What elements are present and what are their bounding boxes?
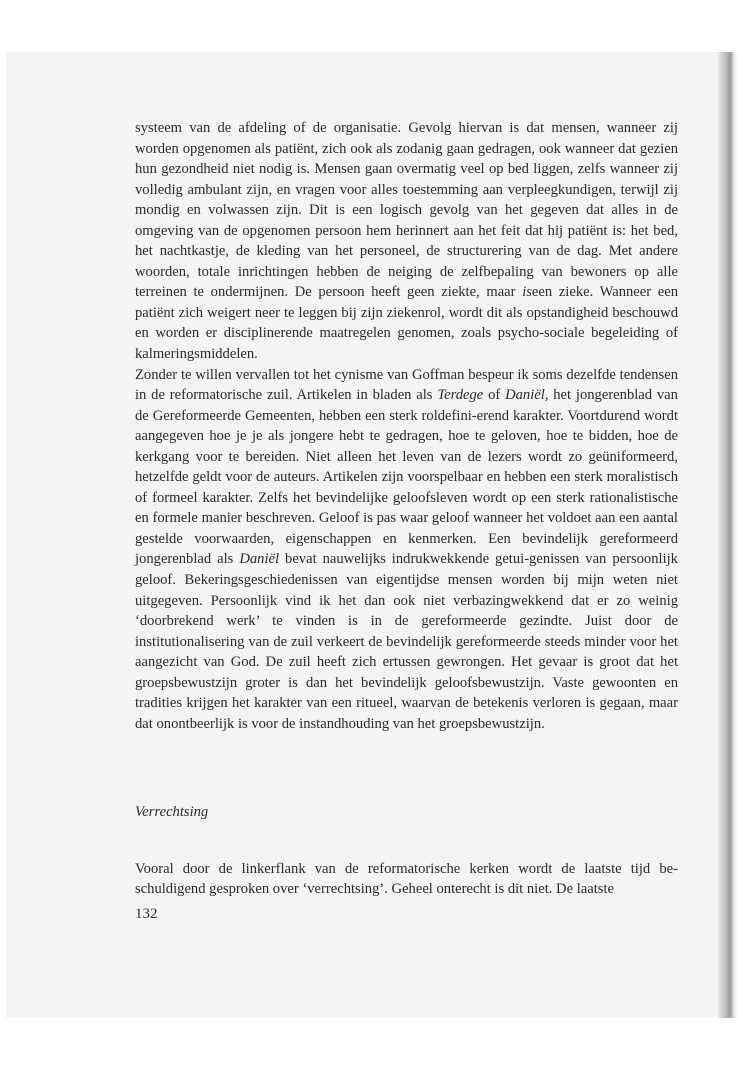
emphasis-is: is [522, 284, 532, 301]
section-heading: Verrechtsing [135, 804, 209, 820]
title-terdege: Terdege [437, 387, 484, 404]
paragraph-1: systeem van de afdeling of de organisatie. Gevolg hiervan is dat mensen, wanneer zij worden opgenomen als patiënt, zich ook als zodanig gaan gedragen, ook wanneer dat gezien hun gezondheid niet nodig is. Mensen gaan overmatig veel op bed liggen, zelfs wanneer zij volledig ambulant zijn, en vragen voor alles toestemming aan verpleegkundigen, terwijl zij mondig en volwassen zijn. Dit is een logisch gevolg van het gegeven dat alles in de omgeving van de opgenomen persoon hem herinnert aan het feit dat hij patiënt is: het bed, het nachtkastje, de kleding van het personeel, de structurering van de dag. Met andere woorden, totale inrichtingen hebben de neiging de zelfbepaling van bewoners op alle terreinen te ondermijnen. De persoon heeft geen ziekte, maar iseen zieke. Wanneer een patiënt zich weigert neer te leggen bij zijn ziekenrol, wordt dit als opstandigheid beschouwd en worden er disciplinerende maatregelen genomen, zoals psycho-sociale begeleiding of kalmeringsmiddelen. [135, 120, 679, 363]
paragraph-3: Vooral door de linkerflank van de reformatorische kerken wordt de laatste tijd be-schuldigend gesproken over ‘verrechtsing’. Geheel onterecht is dit niet. De laatste [135, 860, 678, 898]
title-daniel-2: Daniël [239, 551, 280, 568]
title-daniel: Daniël, [505, 387, 549, 404]
page-edge-shadow [718, 52, 738, 1018]
paragraph-2: Zonder te willen vervallen tot het cynisme van Goffman bespeur ik soms dezelfde tendensen in de reformatorische zuil. Artikelen in bladen als Terdege of Daniël, het jongerenblad van de Gereformeerde Gemeenten, hebben een sterk roldefini-erend karakter. Voortdurend wordt aangegeven hoe je je als jongere hebt te gedragen, hoe te geloven, hoe te bidden, hoe de kerkgang voor te bereiden. Niet alleen het leven van de lezers wordt zo geüniformeerd, hetzelfde geldt voor de auteurs. Artikelen zijn voorspelbaar en hebben een sterk moralistisch of formeel karakter. Zelfs het bevindelijke geloofsleven wordt op een sterk rationalistische en formele manier beschreven. Geloof is pas waar geloof wanneer het voldoet aan een aantal gestelde voorwaarden, eigenschappen en kenmerken. Een bevindelijk gereformeerd jongerenblad als Daniël bevat nauwelijks indrukwekkende getui-genissen van persoonlijk geloof. Bekeringsgeschiedenissen van eigentijdse mensen worden bij mijn weten niet uitgegeven. Persoonlijk vind ik het dan ook niet verbazingwekkend dat er zo weinig ‘doorbrekend werk’ te vinden is in de gereformeerde gezindte. Juist door de institutionalisering van de zuil verkeert de bevindelijk gereformeerde steeds minder voor het aangezicht van God. De zuil heeft zich ertussen gewrongen. Het gevaar is groot dat het groepsbewustzijn groter is dan het bevindelijk geloofsbewustzijn. Vaste gewoonten en tradities krijgen het karakter van een ritueel, waarvan de betekenis verloren is gegaan, maar dat onontbeerlijk is voor de instandhouding van het groepsbewustzijn. [135, 366, 678, 732]
page-number: 132 [135, 906, 158, 922]
body-text [135, 118, 678, 734]
